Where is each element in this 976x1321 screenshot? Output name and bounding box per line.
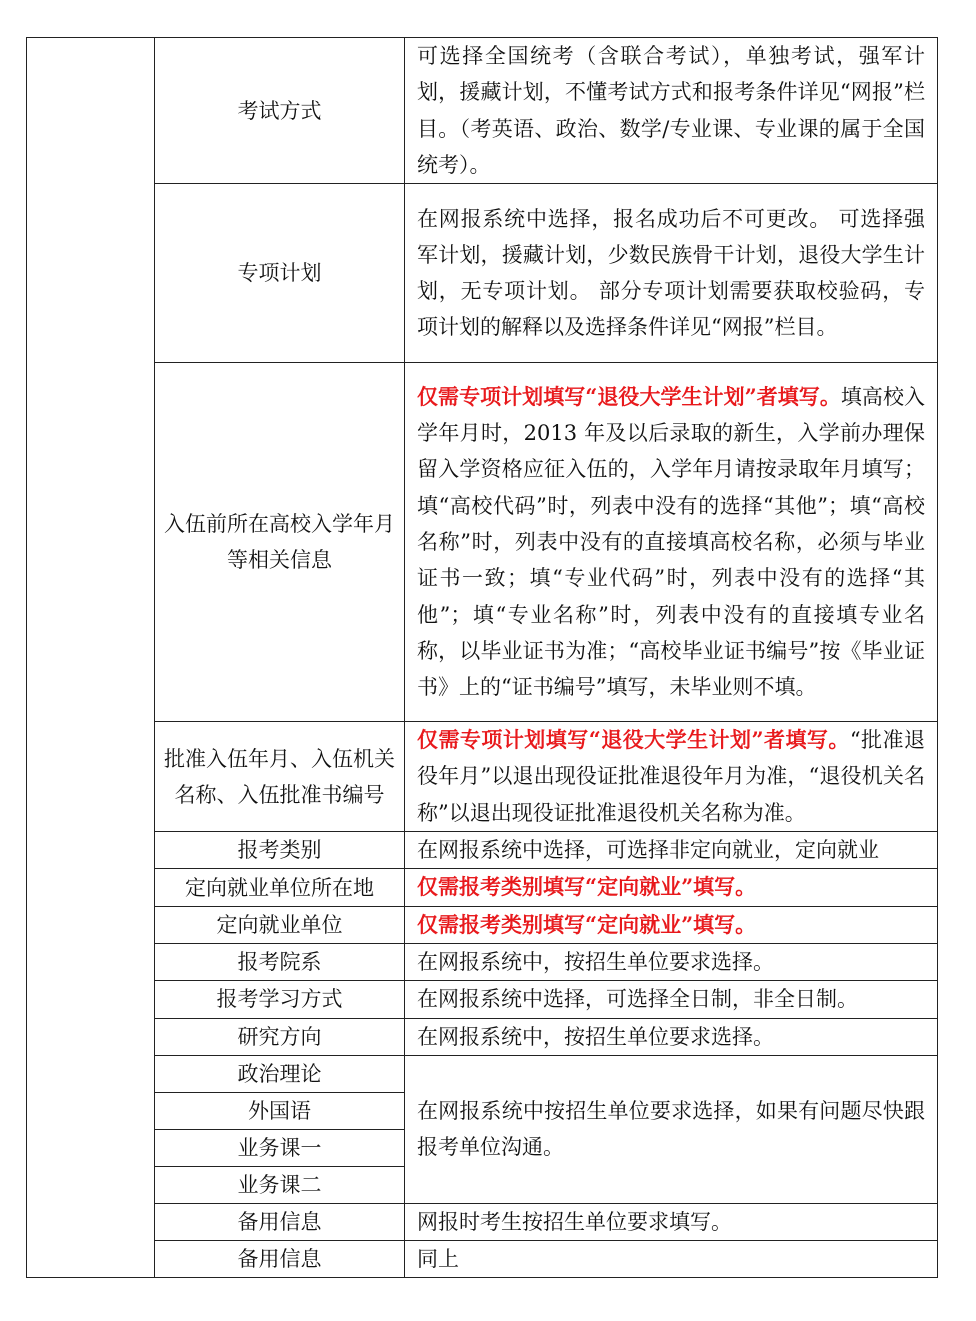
row-desc-special-plan: 在网报系统中选择，报名成功后不可更改。 可选择强军计划，援藏计划，少数民族骨干计划，退役大学生计划，无专项计划。 部分专项计划需要获取校验码，专项计划的解释以及选择条件详见“网报”栏目。 (405, 184, 938, 363)
row-desc-backup-info-2: 同上 (405, 1241, 938, 1278)
row-label-subject-one: 业务课一 (155, 1129, 405, 1166)
row-label-special-plan: 专项计划 (155, 184, 405, 363)
row-label-exam-method: 考试方式 (155, 38, 405, 184)
row-desc-exam-category: 在网报系统中选择，可选择非定向就业，定向就业 (405, 832, 938, 869)
row-desc-employer: 仅需报考类别填写“定向就业”填写。 (405, 906, 938, 943)
required-note: 仅需专项计划填写“退役大学生计划”者填写。 (417, 383, 841, 409)
row-desc-department: 在网报系统中，按招生单位要求选择。 (405, 943, 938, 980)
row-desc-enlistment-approval (405, 722, 938, 832)
row-label-pre-enlistment-info: 入伍前所在高校入学年月等相关信息 (155, 363, 405, 722)
row-desc-exam-method: 可选择全国统考（含联合考试），单独考试，强军计划，援藏计划，不懂考试方式和报考条件详见“网报”栏目。（考英语、政治、数学/专业课、专业课的属于全国统考）。 (405, 38, 938, 184)
row-label-study-mode: 报考学习方式 (155, 981, 405, 1018)
row-label-exam-category: 报考类别 (155, 832, 405, 869)
row-desc-subjects: 在网报系统中按招生单位要求选择，如果有问题尽快跟报考单位沟通。 (405, 1055, 938, 1203)
row-label-backup-info-1: 备用信息 (155, 1203, 405, 1240)
row-label-politics: 政治理论 (155, 1055, 405, 1092)
note-text: 填高校入学年月时，2013 年及以后录取的新生，入学前办理保留入学资格应征入伍的，入学年月请按录取年月填写；填“高校代码”时，列表中没有的选择“其他”；填“高校名称”时，列表中没有的直接填高校名称，必须与毕业证书一致；填“专业代码”时，列表中没有的选择“其 他”；填“专业名称”时，列表中没有的直接填专业名称，以毕业证书为准；“高校毕业证书编号”按《毕业证书》上的“证书编号”填写，未毕业则不填。 (417, 384, 925, 700)
row-desc-employer-location: 仅需报考类别填写“定向就业”填写。 (405, 869, 938, 906)
note-text: “批准退役年月”以退出现役证批准退役年月为准，“退役机关名称”以退出现役证批准退役机关名称为准。 (417, 728, 925, 825)
row-desc-pre-enlistment-info (405, 363, 938, 722)
row-desc-study-mode: 在网报系统中选择，可选择全日制，非全日制。 (405, 981, 938, 1018)
row-label-foreign-language: 外国语 (155, 1092, 405, 1129)
blank-category-cell (27, 38, 155, 1278)
row-label-enlistment-approval: 批准入伍年月、入伍机关名称、入伍批准书编号 (155, 722, 405, 832)
required-note: 仅需专项计划填写“退役大学生计划”者填写。 (417, 727, 850, 753)
row-label-subject-two: 业务课二 (155, 1166, 405, 1203)
registration-info-table (26, 37, 938, 1278)
row-label-employer: 定向就业单位 (155, 906, 405, 943)
row-label-employer-location: 定向就业单位所在地 (155, 869, 405, 906)
row-label-backup-info-2: 备用信息 (155, 1241, 405, 1278)
row-desc-research-direction: 在网报系统中，按招生单位要求选择。 (405, 1018, 938, 1055)
row-label-research-direction: 研究方向 (155, 1018, 405, 1055)
row-desc-backup-info-1: 网报时考生按招生单位要求填写。 (405, 1203, 938, 1240)
row-label-department: 报考院系 (155, 943, 405, 980)
